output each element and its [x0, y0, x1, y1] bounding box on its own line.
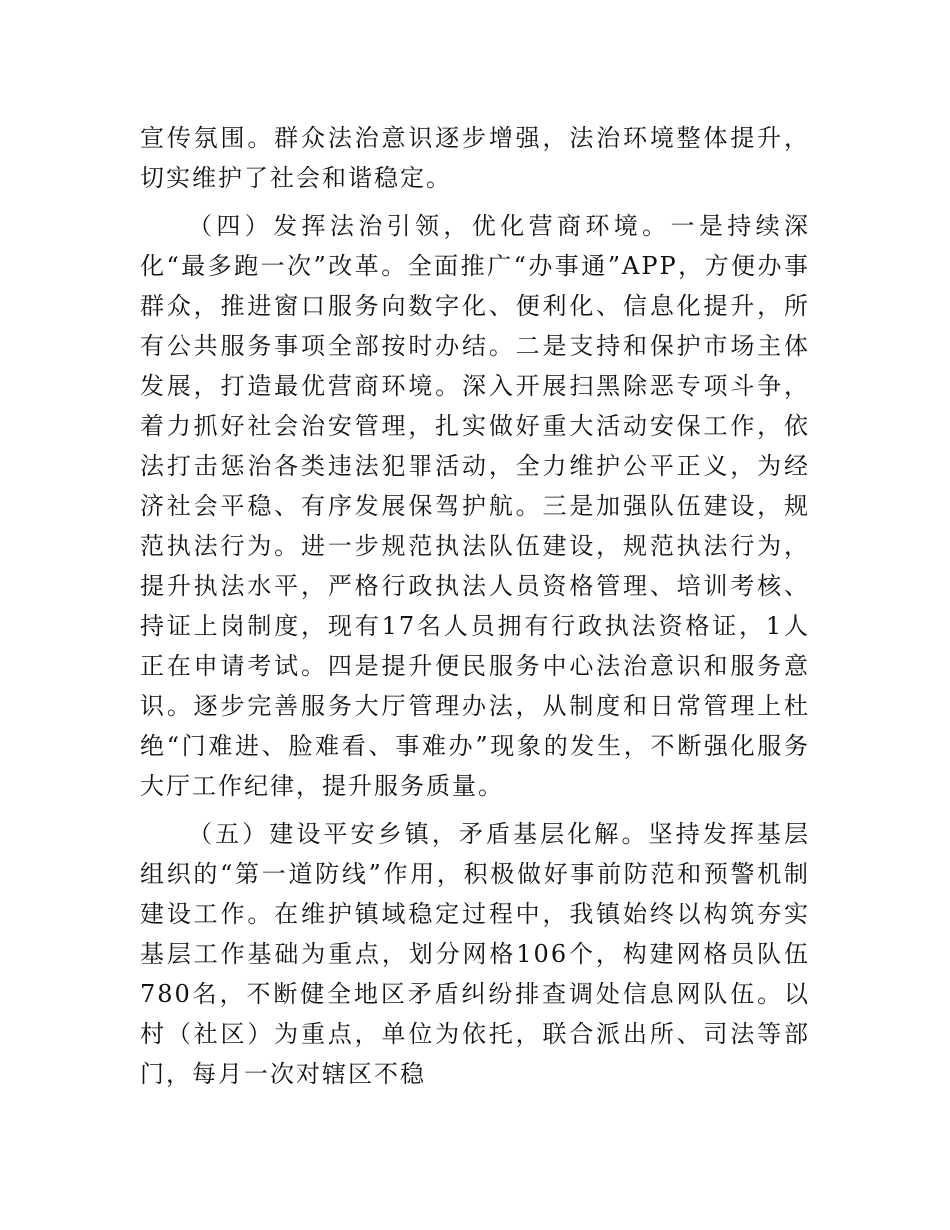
paragraph-section-5: （五）建设平安乡镇，矛盾基层化解。坚持发挥基层组织的“第一道防线”作用，积极做好事前防范和预警机制建设工作。在维护镇域稳定过程中，我镇始终以构筑夯实基层工作基础为重点，划分网格106个，构建网格员队伍780名，不断健全地区矛盾纠纷排查调处信息网队伍。以村（社区）为重点，单位为依托，联合派出所、司法等部门，每月一次对辖区不稳 — [140, 820, 810, 1088]
paragraph-1: 宣传氛围。群众法治意识逐步增强，法治环境整体提升，切实维护了社会和谐稳定。 — [140, 124, 810, 192]
paragraph-section-4: （四）发挥法治引领，优化营商环境。一是持续深化“最多跑一次”改革。全面推广“办事通”APP，方便办事群众，推进窗口服务向数字化、便利化、信息化提升，所有公共服务事项全部按时办结。二是支持和保护市场主体发展，打造最优营商环境。深入开展扫黑除恶专项斗争，着力抓好社会治安管理，扎实做好重大活动安保工作，依法打击惩治各类违法犯罪活动，全力维护公平正义，为经济社会平稳、有序发展保驾护航。三是加强队伍建设，规范执法行为。进一步规范执法队伍建设，规范执法行为，提升执法水平，严格行政执法人员资格管理、培训考核、持证上岗制度，现有17名人员拥有行政执法资格证，1人正在申请考试。四是提升便民服务中心法治意识和服务意识。逐步完善服务大厅管理办法，从制度和日常管理上杜绝“门难进、脸难看、事难办”现象的发生，不断强化服务大厅工作纪律，提升服务质量。 — [140, 212, 810, 800]
document-body — [140, 118, 810, 1102]
